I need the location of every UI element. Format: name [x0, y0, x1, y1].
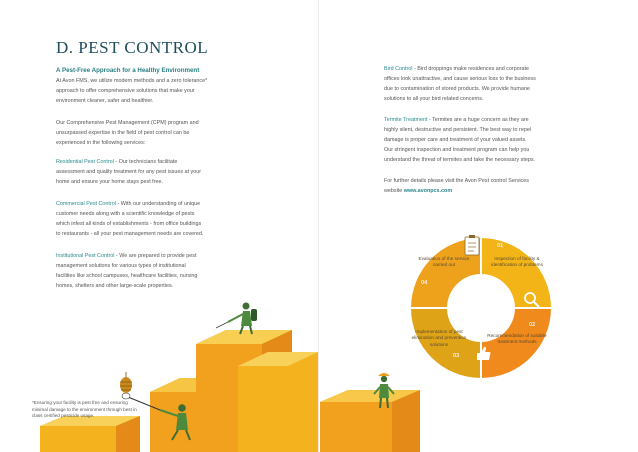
cycle-label-02: Recommendation of suitable treatment methods: [487, 333, 547, 345]
residential-heading: Residential Pest Control: [56, 159, 114, 165]
text-line: due to contamination of stored products. We provide humane: [384, 86, 530, 93]
text-line: which infest all kinds of establishments - from office buildings: [56, 221, 202, 228]
cycle-label-03: Implementation of pest elimination and prevention solutions: [411, 329, 467, 347]
text-line: website: [384, 188, 404, 195]
text-line: - We are prepared to provide pest: [114, 253, 197, 259]
text-line: home and ensure your home stays pest free.: [56, 179, 163, 186]
text-line: understand the threat of termites and take the necessary steps.: [384, 157, 536, 164]
text-line: assessment and quality treatment for any pest issues at your: [56, 169, 202, 176]
cycle-number-04: 04: [421, 280, 428, 286]
text-line: - Bird droppings make residences and corporate: [412, 66, 530, 72]
text-line: solutions to all your bird related concerns.: [384, 96, 484, 103]
text-line: environment cleaner, safer and healthier.: [56, 98, 154, 105]
text-line: For further details please visit the Avon Pest control Services: [384, 178, 529, 184]
text-line: customer needs along with a scientific knowledge of pests: [56, 211, 195, 218]
text-line: damage is proper care and treatment of your valued assets.: [384, 137, 527, 144]
text-line: Our Comprehensive Pest Management (CPM) program and: [56, 120, 199, 126]
text-line: Our stringent inspection and treatment program can help you: [384, 147, 530, 154]
text-line: offices look unattractive, and cause serious loss to the business: [384, 76, 536, 83]
text-line: highly silent, destructive and persistent. The best way to repel: [384, 127, 532, 134]
text-line: unsurpassed expertise in the field of pest control can be: [56, 130, 190, 137]
text-line: - Termites are a huge concern as they are: [427, 117, 529, 123]
footnote: *Ensuring your facility is pest free and ensuring minimal damage to the environment through best in class certified pesticide usage.: [32, 400, 137, 419]
text-line: approach to offer comprehensive solutions that make your: [56, 88, 195, 95]
cycle-label-01: Inspection of facility & identification of problems: [491, 256, 543, 268]
cycle-number-02: 02: [529, 322, 536, 328]
cycle-number-03: 03: [453, 353, 460, 359]
termite-heading: Termite Treatment: [384, 117, 428, 123]
cycle-number-01: 01: [497, 243, 504, 249]
cycle-label-04: Evaluation of the service carried out: [418, 256, 470, 268]
hornet-nest-icon: [120, 372, 132, 393]
text-line: management solutions for various types of institutional: [56, 263, 186, 270]
page-title: D. PEST CONTROL: [56, 38, 209, 57]
website-link[interactable]: www.avonpcs.com: [403, 188, 453, 195]
clipboard-icon: [465, 235, 479, 255]
text-line: - Our technicians facilitate: [113, 159, 178, 165]
sprayer-person-icon: [216, 303, 257, 335]
text-line: - With our understanding of unique: [115, 201, 201, 207]
page-subtitle: A Pest-Free Approach for a Healthy Environment: [56, 67, 200, 74]
institutional-heading: Institutional Pest Control: [56, 253, 115, 259]
commercial-heading: Commercial Pest Control: [56, 201, 116, 207]
text-line: experienced in the following services:: [56, 140, 146, 147]
text-line: facilities like school campuses, healthcare facilities, nursing: [56, 273, 198, 280]
text-line: homes, shelters and other large-scale properties.: [56, 283, 174, 290]
text-line: At Avon FMS, we utilize modern methods and a zero tolerance*: [56, 78, 208, 84]
bird-control-heading: Bird Control: [384, 66, 413, 72]
steps-illustration: [40, 330, 420, 452]
text-line: to restaurants - all your pest management needs are covered.: [56, 231, 204, 238]
